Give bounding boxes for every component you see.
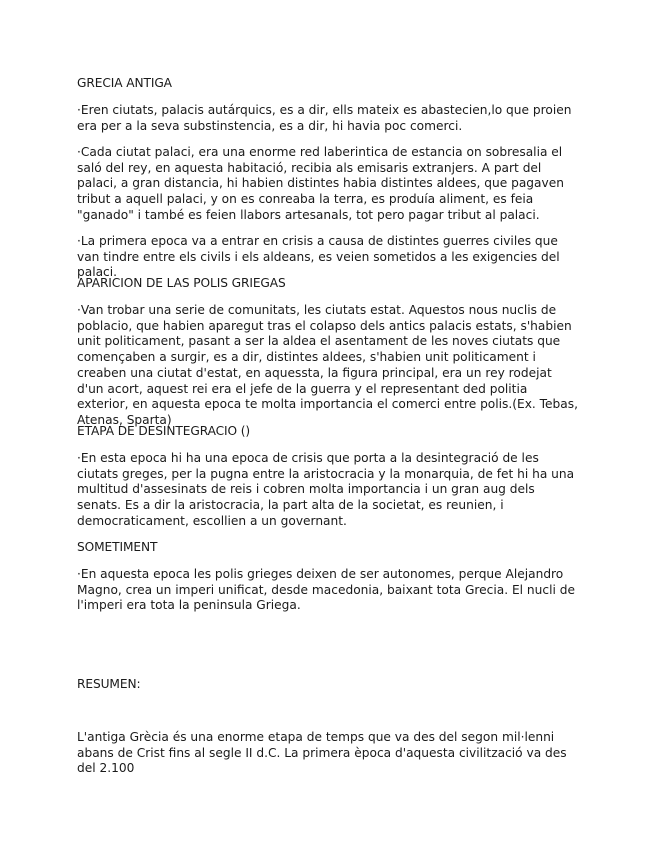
- paragraph-disintegration: ·En esta epoca hi ha una epoca de crisis que porta a la desintegració de les ciutats greges, per la pugna entre la aristocracia y la monarquia, de fet hi ha una multitud d'assesinats de reis i cobren molta importancia i un gran aug dels senats. Es a dir la aristocracia, la part alta de la societat, es reunien, i democraticament, escollien a un governant.: [77, 451, 575, 528]
- section-heading-sometiment: SOMETIMENT: [77, 540, 158, 554]
- paragraph-palace-structure: ·Cada ciutat palaci, era una enorme red laberintica de estancia on sobresalia el saló del rey, en aquesta habitació, recibia als emisaris extranjers. A part del palaci, a gran distancia, hi habien distintes habia distintes aldees, que pagaven tribut a aquell palaci, y on es conreaba la terra, es produía aliment, es feia "ganado" i també es feien llabors artesanals, tot pero pagar tribut al palaci.: [77, 145, 564, 222]
- section-heading-polis: APARICION DE LAS POLIS GRIEGAS: [77, 276, 286, 290]
- paragraph-submission: ·En aquesta epoca les polis grieges deixen de ser autonomes, perque Alejandro Magno, crea un imperi unificat, desde macedonia, baixant tota Grecia. El nucli de l'imperi era tota la peninsula Griega.: [77, 567, 575, 613]
- paragraph-palace-cities: ·Eren ciutats, palacis autárquics, es a dir, ells mateix es abastecien,lo que proien era per a la seva substinstencia, es a dir, hi havia poc comerci.: [77, 103, 572, 133]
- section-heading-grecia-antiga: GRECIA ANTIGA: [77, 76, 172, 90]
- paragraph-city-states: ·Van trobar una serie de comunitats, les ciutats estat. Aquestos nous nuclis de poblacio, que habien aparegut tras el colapso dels antics palacis estats, s'habien unit politicament, pasant a ser la aldea el asentament de les noves ciutats que començaben a surgir, es a dir, distintes aldees, s'habien unit politicament i creaben una ciutat d'estat, en aquessta, la figura principal, era un rey rodejat d'un acort, aquest rei era el jefe de la guerra y el representant ded politia exterior, en aquesta epoca te molta importancia el comerci entre polis.(Ex. Tebas, Atenas, Sparta): [77, 303, 578, 427]
- section-heading-desintegracio: ETAPA DE DESINTEGRACIO (): [77, 424, 251, 438]
- paragraph-summary: L'antiga Grècia és una enorme etapa de temps que va des del segon mil·lenni abans de Crist fins al segle II d.C. La primera època d'aquesta civilització va des del 2.100: [77, 730, 567, 776]
- section-heading-resumen: RESUMEN:: [77, 677, 141, 691]
- paragraph-first-epoch-crisis: ·La primera epoca va a entrar en crisis a causa de distintes guerres civiles que van tindre entre els civils i els aldeans, es veien sometidos a les exigencies del palaci.: [77, 234, 560, 280]
